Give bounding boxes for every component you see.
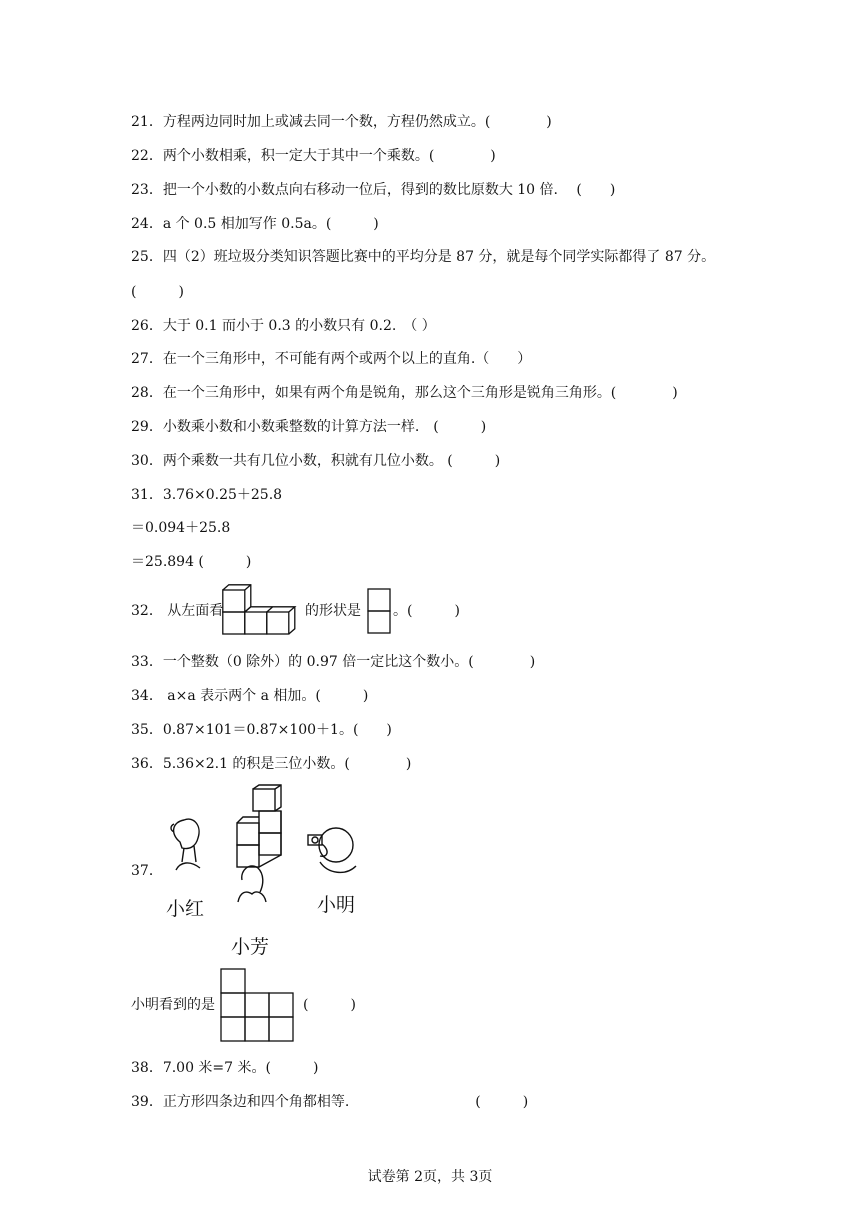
question-32-prefix: 32． 从左面看 [131, 603, 224, 619]
question-32-middle: 的形状是 [305, 603, 361, 619]
question-32-suffix: 。( ) [393, 603, 460, 619]
question-25-paren: ( ) [131, 284, 184, 300]
girl-icon [174, 819, 199, 848]
girl-from-back-icon [242, 866, 263, 892]
label-xiaohong: 小红 [166, 898, 205, 920]
question-31-line1: 31．3.76×0.25＋25.8 [131, 487, 283, 503]
cube-arrangement-figure [222, 584, 304, 638]
question-33: 33．一个整数（0 除外）的 0.97 倍一定比这个数小。( ) [131, 654, 536, 670]
label-xiaoming: 小明 [317, 894, 356, 916]
question-35: 35．0.87×101＝0.87×100＋1。( ) [131, 722, 392, 738]
question-23: 23．把一个小数的小数点向右移动一位后，得到的数比原数大 10 倍. ( ) [131, 182, 616, 198]
left-view-figure [367, 588, 393, 634]
question-29: 29．小数乘小数和小数乘整数的计算方法一样. ( ) [131, 419, 487, 435]
question-27: 27．在一个三角形中，不可能有两个或两个以上的直角.（ ） [131, 351, 532, 367]
question-37-answer-prefix: 小明看到的是 [131, 997, 215, 1013]
question-31-line3: ＝25.894 ( ) [131, 554, 252, 570]
xiaoming-view-figure [220, 968, 298, 1042]
question-37-number: 37． [131, 863, 163, 879]
question-31-line2: ＝0.094＋25.8 [131, 520, 231, 536]
question-25: 25．四（2）班垃圾分类知识答题比赛中的平均分是 87 分，就是每个同学实际都得了 87 分。 [131, 249, 716, 265]
question-34: 34． a×a 表示两个 a 相加。( ) [131, 688, 369, 704]
children-observing-cubes-illustration [160, 784, 370, 904]
question-26: 26．大于 0.1 而小于 0.3 的小数只有 0.2. （ ） [131, 318, 436, 334]
question-36: 36．5.36×2.1 的积是三位小数。( ) [131, 756, 412, 772]
question-24: 24．a 个 0.5 相加写作 0.5a。( ) [131, 216, 379, 232]
label-xiaofang: 小芳 [231, 936, 270, 958]
question-21: 21．方程两边同时加上或减去同一个数，方程仍然成立。( ) [131, 114, 552, 130]
question-22: 22．两个小数相乘，积一定大于其中一个乘数。( ) [131, 148, 496, 164]
question-28: 28．在一个三角形中，如果有两个角是锐角，那么这个三角形是锐角三角形。( ) [131, 385, 678, 401]
page-footer: 试卷第 2页，共 3页 [367, 1169, 493, 1185]
question-37-paren: ( ) [303, 997, 356, 1013]
cube-stack-icon [253, 789, 275, 811]
question-38: 38．7.00 米=7 米。( ) [131, 1060, 319, 1076]
question-39: 39．正方形四条边和四个角都相等. ( ) [131, 1094, 529, 1110]
question-30: 30．两个乘数一共有几位小数，积就有几位小数。 ( ) [131, 453, 501, 469]
